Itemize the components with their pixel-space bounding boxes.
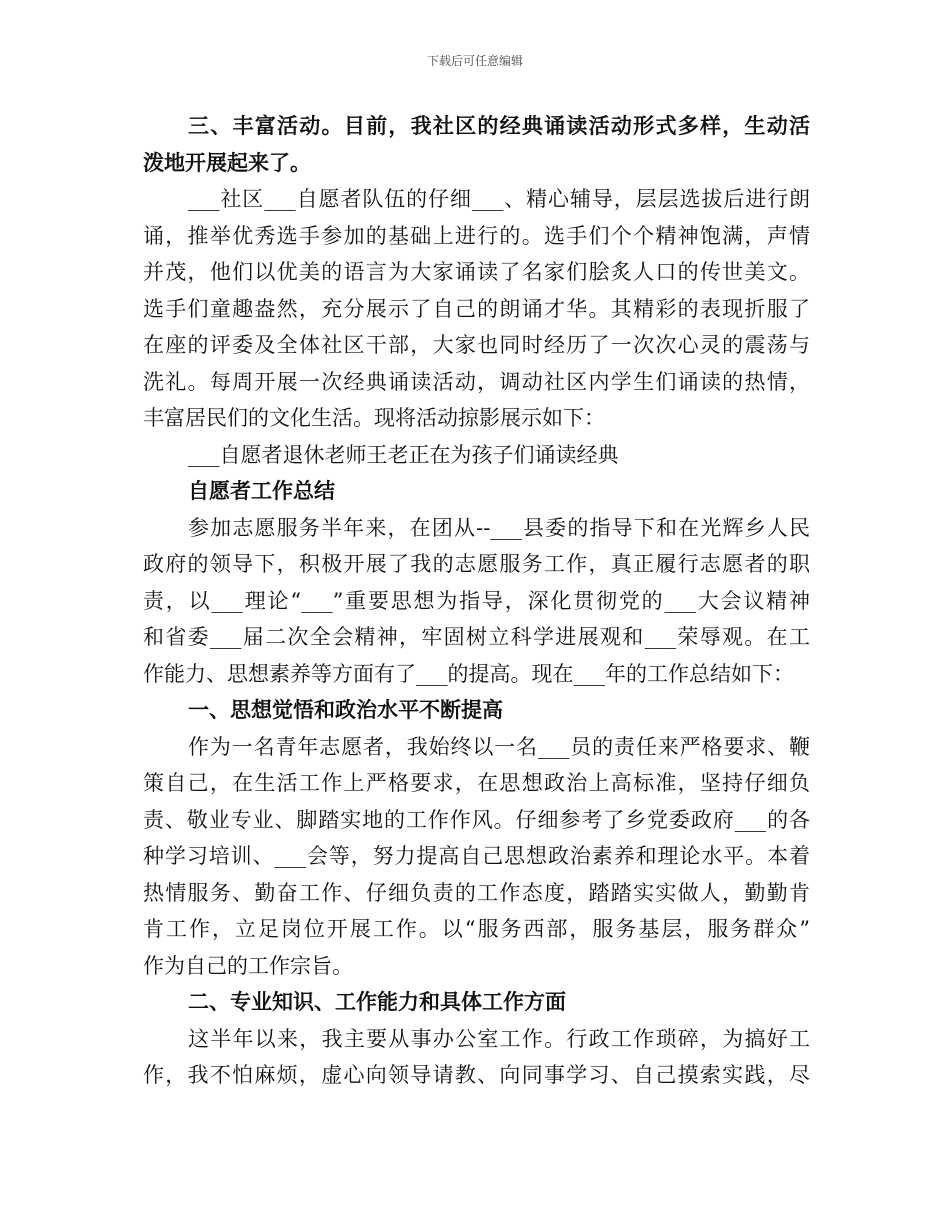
paragraph-line: 政府的领导下，积极开展了我的志愿服务工作，真正履行志愿者的职 — [143, 552, 810, 576]
paragraph-line: 丰富居民们的文化生活。现将活动掠影展示如下： — [143, 406, 605, 430]
paragraph-line: 策自己，在生活工作上严格要求，在思想政治上高标准，坚持仔细负 — [143, 771, 810, 795]
heading-line: 一、思想觉悟和政治水平不断提高 — [188, 698, 503, 722]
paragraph-line: ___社区___自愿者队伍的仔细___、精心辅导，层层选拔后进行朗 — [188, 187, 810, 211]
caption-line: ___自愿者退休老师王老正在为孩子们诵读经典 — [188, 442, 619, 467]
paragraph-line: 诵，推举优秀选手参加的基础上进行的。选手们个个精神饱满，声情 — [143, 223, 810, 248]
paragraph-line: 肯工作，立足岗位开展工作。以“服务西部，服务基层，服务群众” — [143, 917, 810, 941]
photo-caption — [143, 437, 810, 474]
section-two-heading — [143, 984, 810, 1021]
paragraph-line: 种学习培训、___会等，努力提高自己思想政治素养和理论水平。本着 — [143, 844, 810, 868]
activity-heading — [143, 108, 810, 181]
heading-line: 二、专业知识、工作能力和具体工作方面 — [188, 990, 566, 1014]
paragraph-line: 这半年以来，我主要从事办公室工作。行政工作琐碎，为搞好工 — [188, 1026, 810, 1051]
paragraph-line: 责，以___理论“___”重要思想为指导，深化贯彻党的___大会议精神 — [143, 588, 810, 613]
document-body — [143, 108, 810, 1094]
paragraph-line: 作为自己的工作宗旨。 — [143, 953, 353, 978]
section-two-paragraph — [143, 1021, 810, 1094]
paragraph-line: 并茂，他们以优美的语言为大家诵读了名家们脍炙人口的传世美文。 — [143, 260, 810, 284]
paragraph-line: 洗礼。每周开展一次经典诵读活动，调动社区内学生们诵读的热情， — [143, 369, 810, 394]
section-one-heading — [143, 692, 810, 729]
summary-intro-paragraph — [143, 510, 810, 693]
paragraph-line: 参加志愿服务半年来，在团从--___县委的指导下和在光辉乡人民 — [188, 515, 810, 540]
heading-line: 自愿者工作总结 — [188, 479, 335, 503]
paragraph-line: 作能力、思想素养等方面有了___的提高。现在___年的工作总结如下： — [143, 661, 794, 686]
paragraph-line: 责、敬业专业、脚踏实地的工作作风。仔细参考了乡党委政府___的各 — [143, 807, 810, 832]
heading-line: 三、丰富活动。目前，我社区的经典诵读活动形式多样，生动活 — [188, 114, 810, 138]
activity-paragraph — [143, 181, 810, 437]
page-header: 下载后可任意编辑 — [426, 54, 523, 68]
paragraph-line: 选手们童趣盎然，充分展示了自己的朗诵才华。其精彩的表现折服了 — [143, 296, 810, 321]
summary-title — [143, 473, 810, 510]
paragraph-line: 热情服务、勤奋工作、仔细负责的工作态度，踏踏实实做人，勤勤肯 — [143, 880, 810, 905]
paragraph-line: 在座的评委及全体社区干部，大家也同时经历了一次次心灵的震荡与 — [143, 333, 810, 357]
section-one-paragraph — [143, 729, 810, 985]
paragraph-line: 作，我不怕麻烦，虚心向领导请教、向同事学习、自己摸索实践，尽 — [143, 1063, 810, 1087]
paragraph-line: 和省委___届二次全会精神，牢固树立科学进展观和___荣辱观。在工 — [143, 625, 810, 649]
paragraph-line: 作为一名青年志愿者，我始终以一名___员的责任来严格要求、鞭 — [188, 734, 810, 759]
heading-line: 泼地开展起来了。 — [143, 150, 311, 175]
